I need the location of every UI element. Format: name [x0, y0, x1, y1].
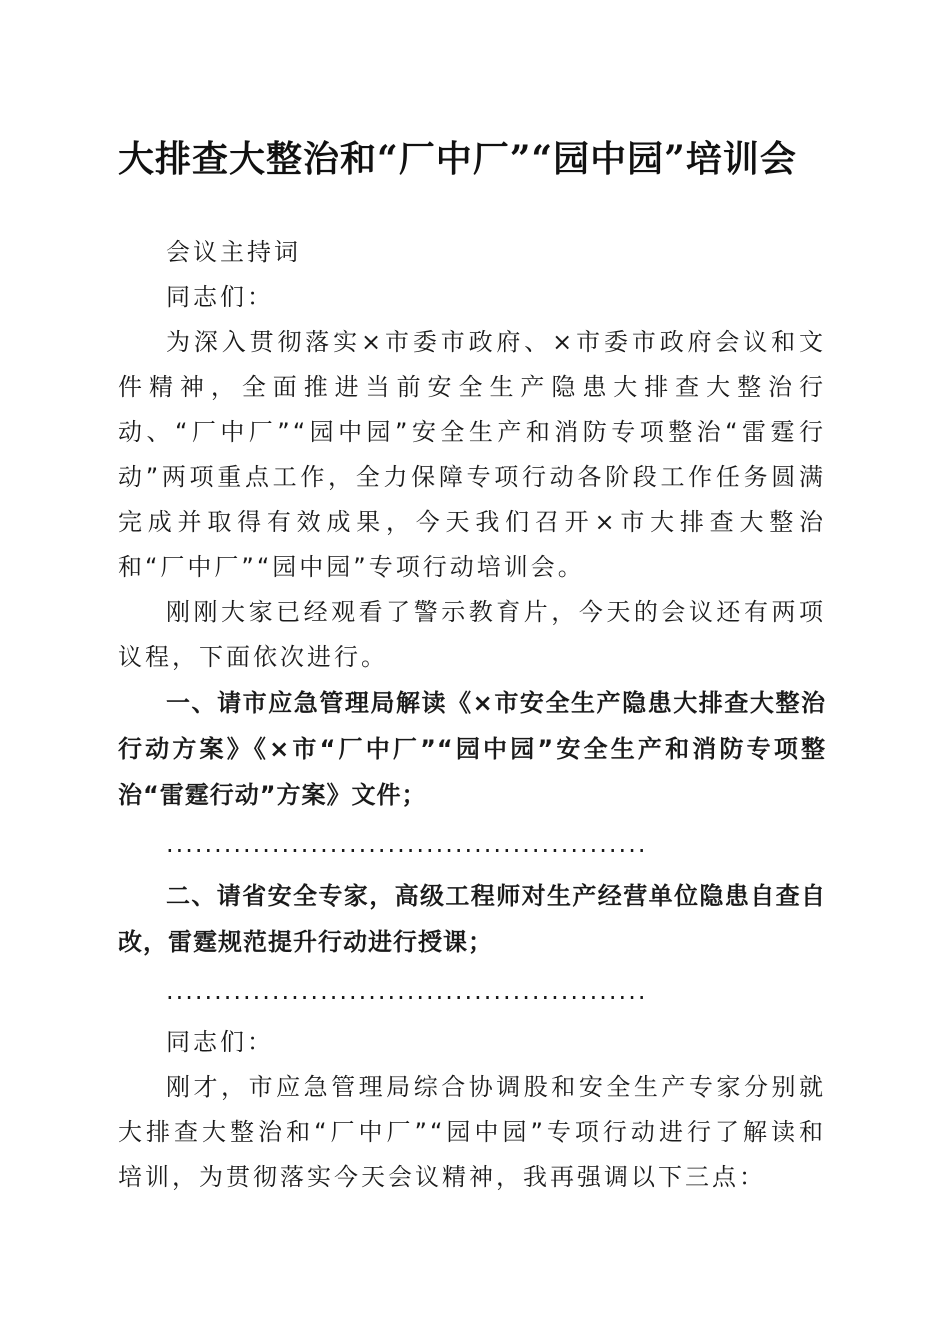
- document-title: 大排查大整治和“厂中厂”“园中园”培训会: [118, 138, 797, 180]
- agenda-intro-paragraph: 刚刚大家已经观看了警示教育片，今天的会议还有两项议程，下面依次进行。: [118, 598, 826, 671]
- ellipsis-separator-two: ..................................................: [166, 977, 648, 1005]
- agenda-item-two: 二、请省安全专家，高级工程师对生产经营单位隐患自查自改，雷霆规范提升行动进行授课；: [118, 882, 826, 956]
- document-body: [118, 230, 826, 1200]
- ellipsis-separator-one: ..................................................: [166, 830, 648, 858]
- document-subtitle: 会议主持词: [166, 238, 301, 266]
- greeting-second: 同志们：: [166, 1028, 274, 1056]
- closing-paragraph: 刚才，市应急管理局综合协调股和安全生产专家分别就大排查大整治和“厂中厂”“园中园”专项行动进行了解读和培训，为贯彻落实今天会议精神，我再强调以下三点：: [118, 1073, 826, 1191]
- agenda-item-one: 一、请市应急管理局解读《×市安全生产隐患大排查大整治行动方案》《×市“厂中厂”“园中园”安全生产和消防专项整治“雷霆行动”方案》文件；: [118, 689, 826, 809]
- greeting-first: 同志们：: [166, 283, 274, 311]
- opening-paragraph: 为深入贯彻落实×市委市政府、×市委市政府会议和文件精神，全面推进当前安全生产隐患大排查大整治行动、“厂中厂”“园中园”安全生产和消防专项整治“雷霆行动”两项重点工作，全力保障专项行动各阶段工作任务圆满完成并取得有效成果，今天我们召开×市大排查大整治和“厂中厂”“园中园”专项行动培训会。: [118, 328, 826, 581]
